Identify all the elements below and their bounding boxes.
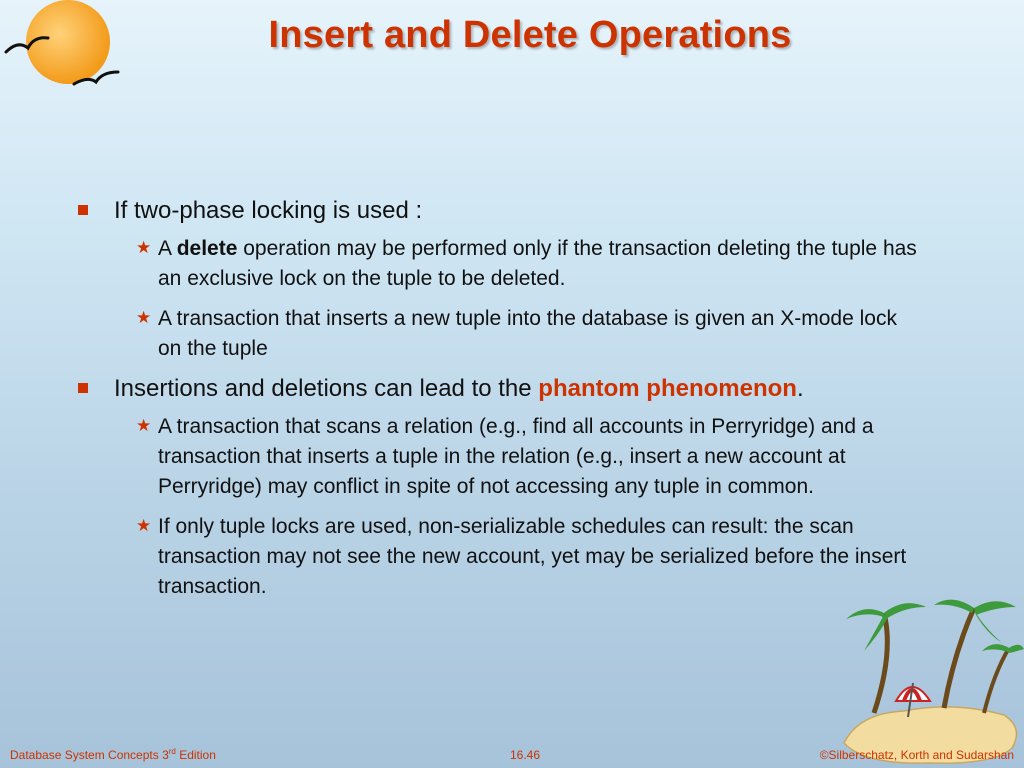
footer-copyright: ©Silberschatz, Korth and Sudarshan xyxy=(819,748,1014,762)
footer-superscript: rd xyxy=(168,747,176,756)
slide-content xyxy=(78,196,948,612)
bullet-suffix: . xyxy=(796,375,804,402)
footer-book-title xyxy=(10,747,216,762)
bullet-phantom xyxy=(78,374,948,404)
square-bullet-icon xyxy=(78,383,88,393)
slide-footer xyxy=(0,742,1024,762)
sub-bullet-prefix: A xyxy=(158,237,177,260)
sub-bullet-text: A transaction that inserts a new tuple into the database is given an X-mode lock on the tuple xyxy=(158,307,897,360)
sub-bullet-delete xyxy=(136,234,918,294)
star-bullet-icon: ★ xyxy=(136,238,152,257)
slide-title: Insert and Delete Operations xyxy=(268,14,792,56)
star-bullet-icon: ★ xyxy=(136,308,152,327)
star-bullet-icon: ★ xyxy=(136,416,152,435)
sub-bullet-tuple-locks xyxy=(136,512,918,602)
square-bullet-icon xyxy=(78,205,88,215)
sub-bullet-text: If only tuple locks are used, non-serializable schedules can result: the scan transaction may not see the new account, yet may be serialized before the insert transaction. xyxy=(158,515,907,598)
bullet-text: Insertions and deletions can lead to the xyxy=(114,375,539,402)
delete-keyword: delete xyxy=(176,237,238,260)
phantom-phenomenon-highlight: phantom phenomenon xyxy=(538,375,797,402)
footer-book-title-main: Database System Concepts 3 xyxy=(10,748,169,762)
sub-bullet-insert xyxy=(136,304,918,364)
footer-book-title-tail: Edition xyxy=(175,748,216,762)
footer-page-number: 16.46 xyxy=(510,748,541,762)
bullet-two-phase-locking xyxy=(78,196,948,226)
sub-bullet-scan-conflict xyxy=(136,412,918,502)
sub-bullet-text: operation may be performed only if the transaction deleting the tuple has an exclusive lock on the tuple to be deleted. xyxy=(158,237,917,290)
sub-bullet-text: A transaction that scans a relation (e.g., find all accounts in Perryridge) and a transaction that inserts a tuple in the relation (e.g., insert a new account at Perryridge) may conflict in spite of not accessing any tuple in common. xyxy=(158,415,874,498)
bullet-text: If two-phase locking is used : xyxy=(114,197,423,224)
star-bullet-icon: ★ xyxy=(136,516,152,535)
